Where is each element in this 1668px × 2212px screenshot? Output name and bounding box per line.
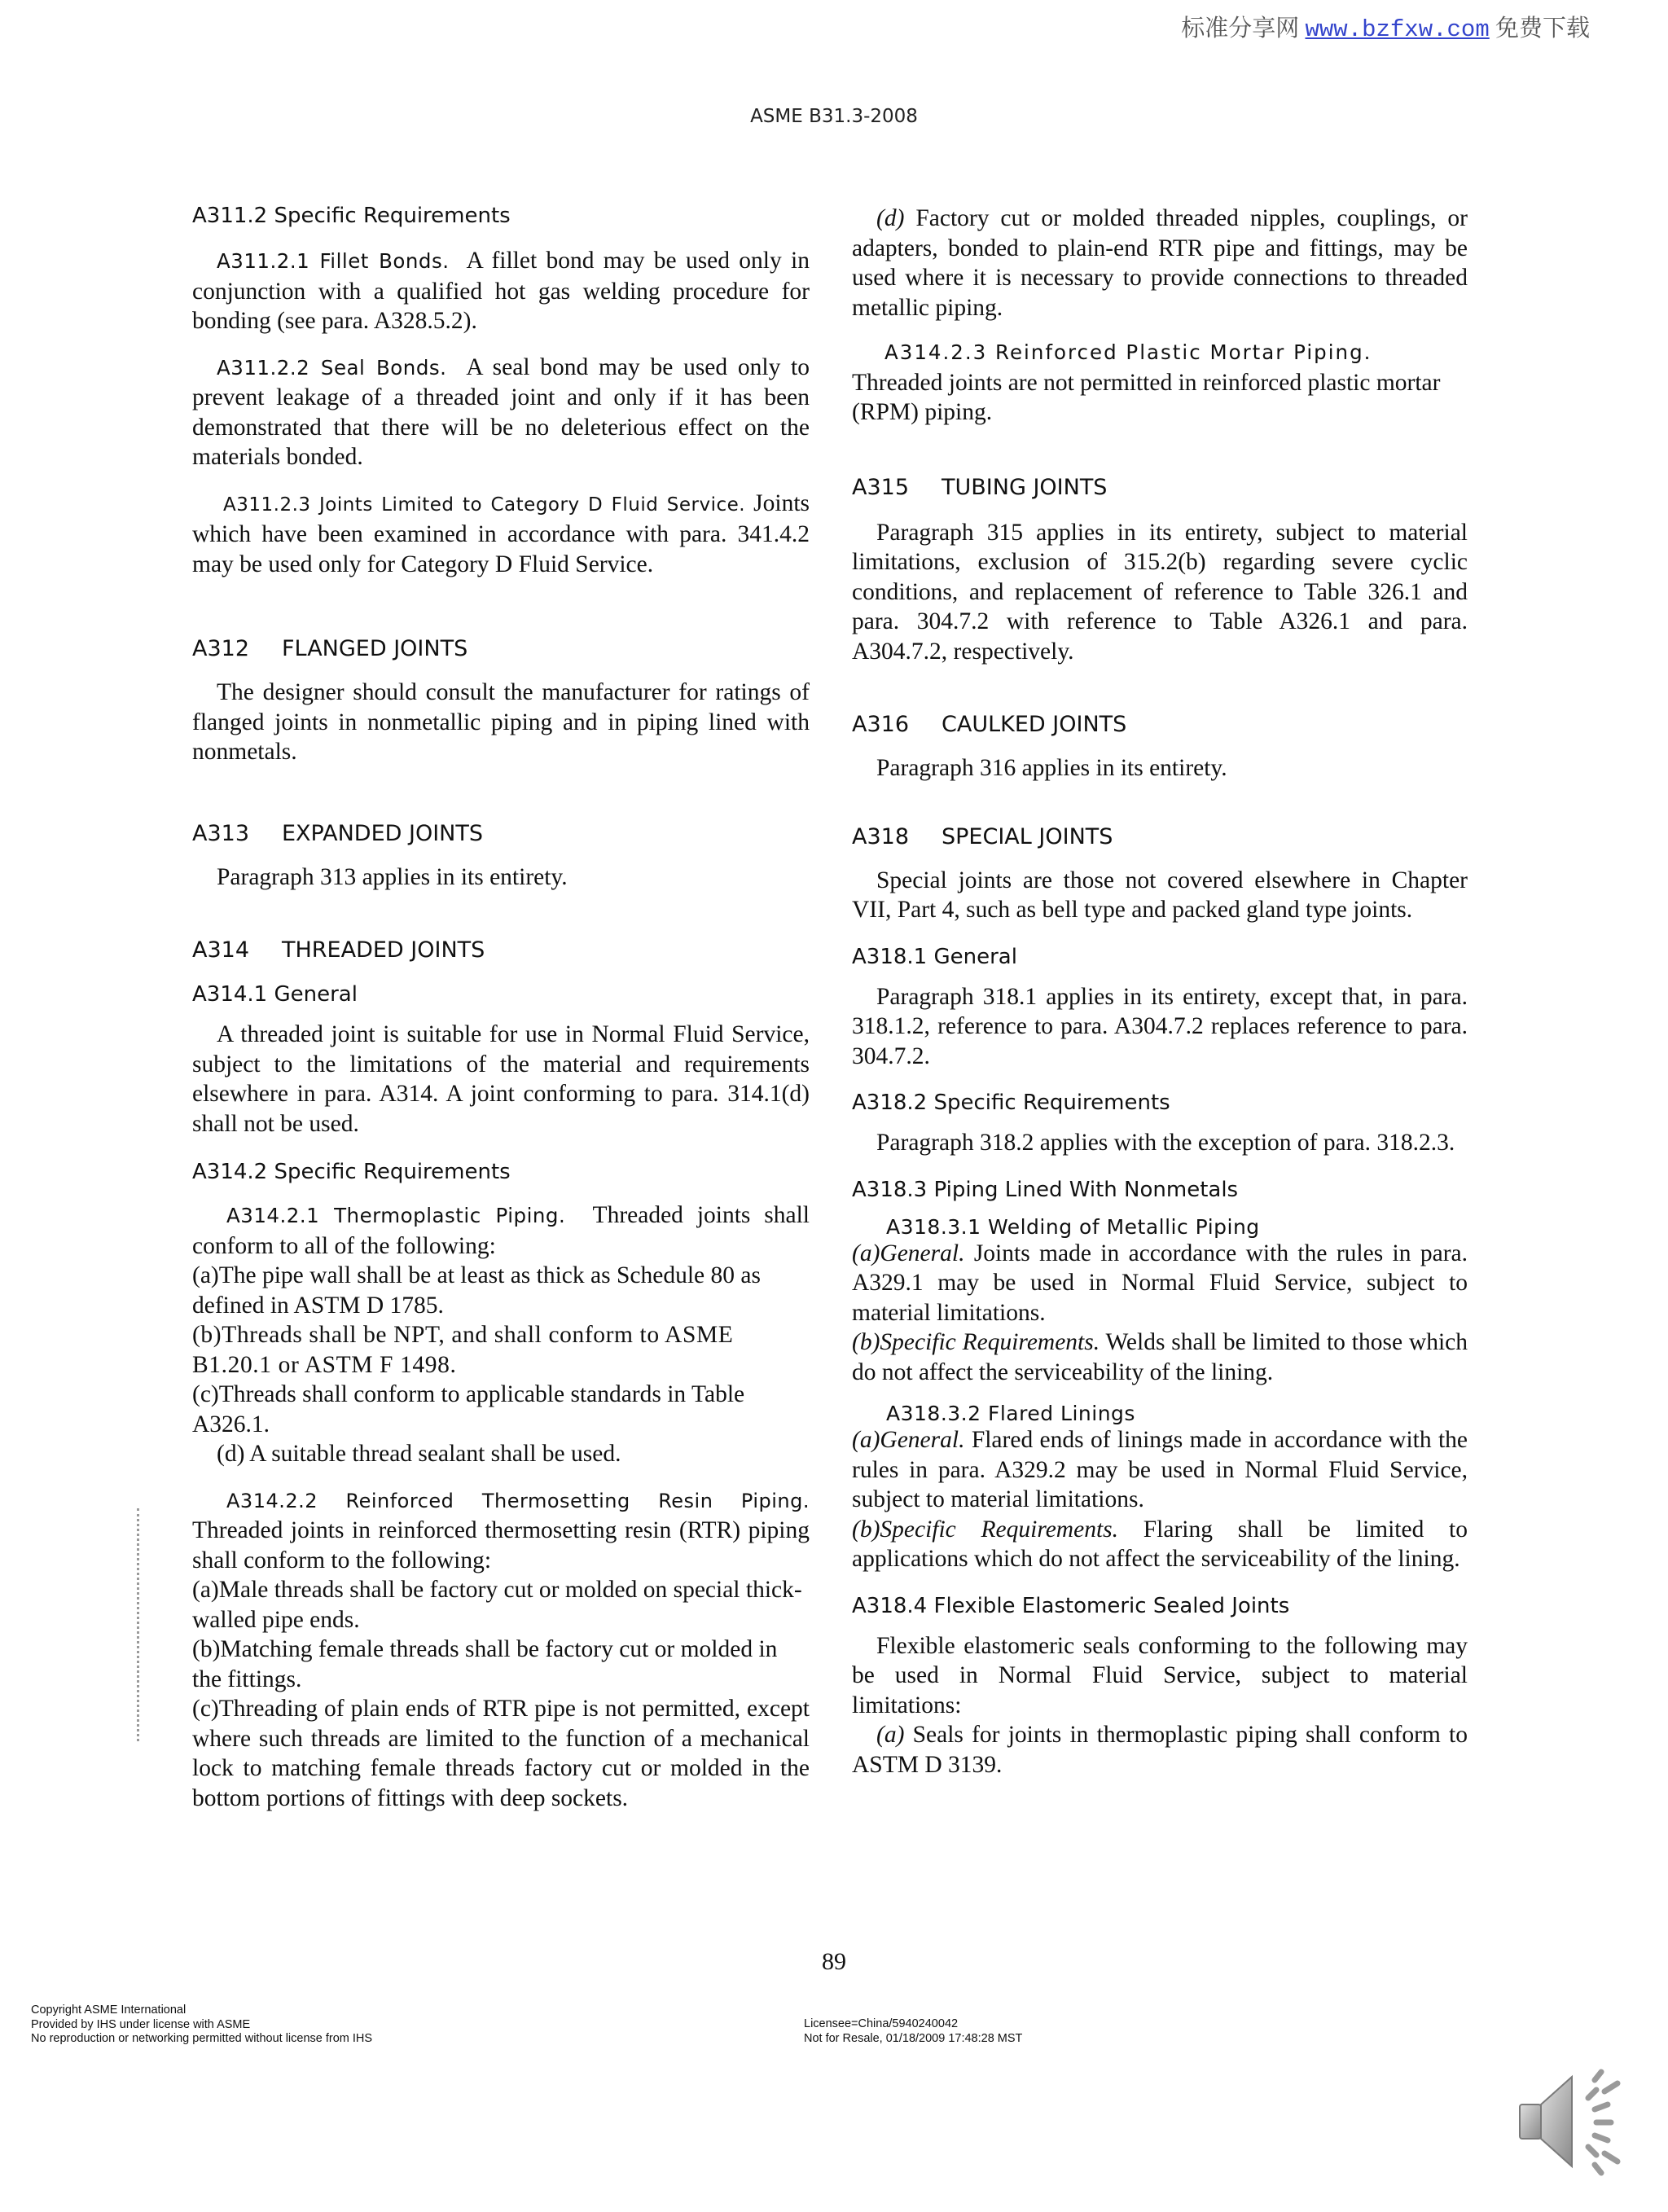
margin-dotted-mark xyxy=(137,1508,144,1741)
para-a312: The designer should consult the manufacturer for ratings of flanged joints in nonmetallic piping and in piping lined with nonmetals. xyxy=(192,679,810,765)
item-text: Joints made in accordance with the rules in para. A329.1 may be used in Normal Fluid Service, subject to material limitations. xyxy=(852,1240,1468,1326)
watermark-suffix: 免费下载 xyxy=(1495,15,1590,42)
section-title: FLANGED JOINTS xyxy=(282,636,468,661)
list-item-a: (a)The pipe wall shall be at least as thick as Schedule 80 as defined in ASTM D 1785. xyxy=(192,1262,761,1319)
list-item-c: (c)Threading of plain ends of RTR pipe is not permitted, except where such threads are limited to the function of a mechanical lock to matching female threads factory cut or molded in the bottom portions of fittings with deep sockets. xyxy=(192,1696,810,1811)
item-a31831-b xyxy=(852,1328,1468,1387)
para-a31123 xyxy=(192,489,810,580)
section-heading-a313 xyxy=(192,821,810,846)
watermark xyxy=(1181,10,1590,43)
section-number: A316 xyxy=(852,712,910,737)
item-label: (a)General. xyxy=(852,1240,965,1266)
list-item-a: (a)Male threads shall be factory cut or molded on special thick-walled pipe ends. xyxy=(192,1577,802,1633)
para-text: A fillet bond may be used only in conjunction with a qualified hot gas welding procedure for bonding (see para. A328.5.2). xyxy=(192,248,810,334)
section-heading-a3112: A311.2 Specific Requirements xyxy=(192,204,511,228)
list-label: (d) xyxy=(876,205,905,231)
para-text: Joints which have been examined in accordance with para. 341.4.2 may be used only for Category D Fluid Service. xyxy=(192,489,810,577)
section-title: TUBING JOINTS xyxy=(942,474,1108,500)
section-heading-a3183: A318.3 Piping Lined With Nonmetals xyxy=(852,1177,1239,1202)
right-column xyxy=(852,204,1468,1780)
section-heading-a3142: A314.2 Specific Requirements xyxy=(192,1160,511,1184)
list-item-b: (b)Matching female threads shall be factory cut or molded in the fittings. xyxy=(192,1636,778,1692)
section-heading-a314 xyxy=(192,937,810,963)
section-heading-a315 xyxy=(852,475,1468,500)
list-item-d: (d) A suitable thread sealant shall be used. xyxy=(217,1441,621,1467)
para-a313: Paragraph 313 applies in its entirety. xyxy=(217,863,568,890)
subsection-heading-a31832: A318.3.2 Flared Linings xyxy=(886,1402,1135,1425)
para-a3141: A threaded joint is suitable for use in Normal Fluid Service, subject to the limitations of the material and requirements elsewhere in para. A314. A joint conforming to para. 314.1(d) shall not be used. xyxy=(192,1021,810,1137)
section-heading-a3182: A318.2 Specific Requirements xyxy=(852,1091,1170,1115)
section-heading-a3181: A318.1 General xyxy=(852,944,1017,969)
run-in-head: A314.2.1 Thermoplastic Piping. xyxy=(226,1204,566,1227)
para-a31423 xyxy=(852,337,1468,428)
run-in-head: A314.2.2 Reinforced Thermosetting Resin Piping. xyxy=(226,1489,810,1512)
section-heading-a3141: A314.1 General xyxy=(192,982,358,1007)
item-text: Welds shall be limited to those which do not affect the serviceability of the lining. xyxy=(852,1329,1468,1385)
para-a315: Paragraph 315 applies in its entirety, subject to material limitations, exclusion of 315.2(b) regarding severe cyclic conditions, and replacement of reference to Table 326.1 and para. 304.7.2 with reference to Table A326.1 and para. A304.7.2, respectively. xyxy=(852,519,1468,665)
left-column xyxy=(192,204,810,1813)
item-label: (a) xyxy=(876,1722,905,1748)
para-a3184: Flexible elastomeric seals conforming to the following may be used in Normal Fluid Service, subject to material limitations: xyxy=(852,1632,1468,1718)
section-heading-a318 xyxy=(852,824,1468,849)
section-number: A314 xyxy=(192,937,250,963)
section-number: A318 xyxy=(852,823,910,849)
list-item-c: (c)Threads shall conform to applicable standards in Table A326.1. xyxy=(192,1381,745,1437)
footer-left xyxy=(31,2004,372,2047)
run-in-head: A314.2.3 Reinforced Plastic Mortar Piping. xyxy=(884,340,1372,364)
para-text: Threaded joints are not permitted in reinforced plastic mortar (RPM) piping. xyxy=(852,369,1441,425)
watermark-link[interactable]: www.bzfxw.com xyxy=(1305,16,1490,43)
item-text: Seals for joints in thermoplastic piping shall conform to ASTM D 3139. xyxy=(852,1722,1468,1778)
item-label: (b)Specific Requirements. xyxy=(852,1516,1118,1543)
section-heading-a316 xyxy=(852,712,1468,737)
footer-line: Licensee=China/5940240042 xyxy=(804,2017,959,2030)
para-a31421 xyxy=(192,1200,810,1261)
para-a31121 xyxy=(192,246,810,336)
running-head: ASME B31.3-2008 xyxy=(750,106,918,127)
section-title: SPECIAL JOINTS xyxy=(942,823,1113,849)
list-item-b: (b)Threads shall be NPT, and shall conform to ASME B1.20.1 or ASTM F 1498. xyxy=(192,1322,734,1378)
footer-line: Not for Resale, 01/18/2009 17:48:28 MST xyxy=(804,2031,1023,2045)
para-a3182: Paragraph 318.2 applies with the exception of para. 318.2.3. xyxy=(876,1130,1455,1156)
watermark-prefix: 标准分享网 xyxy=(1181,15,1300,42)
section-heading-a3184: A318.4 Flexible Elastomeric Sealed Joints xyxy=(852,1593,1290,1618)
page-number: 89 xyxy=(822,1948,846,1975)
para-text: Threaded joints in reinforced thermosetting resin (RTR) piping shall conform to the following: xyxy=(192,1517,810,1573)
item-a31832-b xyxy=(852,1515,1468,1574)
para-a318: Special joints are those not covered elsewhere in Chapter VII, Part 4, such as bell type and packed gland type joints. xyxy=(852,867,1468,923)
item-label: (a)General. xyxy=(852,1427,965,1453)
para-a31122 xyxy=(192,353,810,472)
item-text: Flaring shall be limited to applications which do not affect the serviceability of the lining. xyxy=(852,1516,1468,1572)
run-in-head: A311.2.1 Fillet Bonds. xyxy=(217,249,450,273)
section-number: A312 xyxy=(192,636,250,661)
para-a3181: Paragraph 318.1 applies in its entirety, except that, in para. 318.1.2, reference to para. A304.7.2 replaces reference to para. 304.7.2. xyxy=(852,983,1468,1069)
para-d xyxy=(852,204,1468,323)
run-in-head: A311.2.3 Joints Limited to Category D Fluid Service. xyxy=(223,494,746,516)
section-title: THREADED JOINTS xyxy=(282,937,485,963)
footer-line: Copyright ASME International xyxy=(31,2004,187,2017)
footer-line: No reproduction or networking permitted without license from IHS xyxy=(31,2032,373,2045)
section-heading-a312 xyxy=(192,636,810,661)
item-a3184-a xyxy=(852,1720,1468,1780)
section-number: A313 xyxy=(192,820,250,846)
para-text: Factory cut or molded threaded nipples, couplings, or adapters, bonded to plain-end RTR pipe and fittings, may be used where it is necessary to provide connections to threaded metallic piping. xyxy=(852,205,1468,321)
run-in-head: A311.2.2 Seal Bonds. xyxy=(217,355,447,380)
para-text: Threaded joints shall conform to all of the following: xyxy=(192,1202,810,1259)
footer-right xyxy=(804,2017,1022,2046)
subsection-heading-a31831: A318.3.1 Welding of Metallic Piping xyxy=(886,1214,1260,1239)
para-a316: Paragraph 316 applies in its entirety. xyxy=(876,755,1227,781)
item-label: (b)Specific Requirements. xyxy=(852,1329,1100,1355)
para-a31422 xyxy=(192,1486,810,1576)
section-number: A315 xyxy=(852,474,910,500)
item-text: Flared ends of linings made in accordance with the rules in para. A329.2 may be used in Normal Fluid Service, subject to material limitations. xyxy=(852,1427,1468,1512)
section-title: EXPANDED JOINTS xyxy=(282,820,484,846)
item-a31831-a xyxy=(852,1239,1468,1328)
footer-line: Provided by IHS under license with ASME xyxy=(31,2017,251,2031)
speaker-volume-icon[interactable] xyxy=(1513,2059,1644,2181)
section-title: CAULKED JOINTS xyxy=(942,712,1127,737)
para-text: A seal bond may be used only to prevent leakage of a threaded joint and only if it has been demonstrated that there will be no deleterious effect on the materials bonded. xyxy=(192,353,810,470)
item-a31832-a xyxy=(852,1425,1468,1515)
